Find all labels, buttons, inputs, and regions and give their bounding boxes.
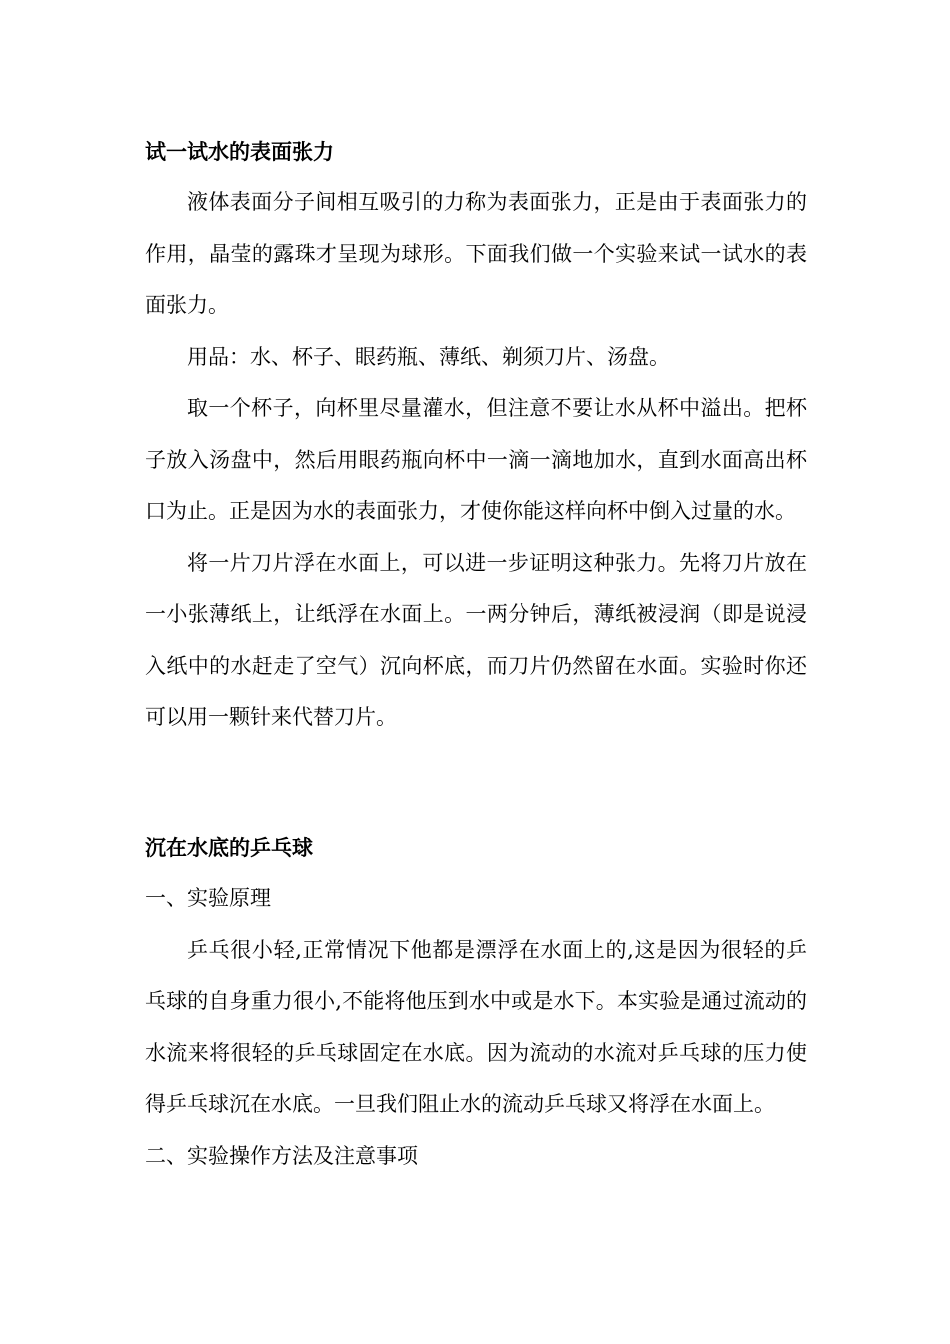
paragraph-procedure: 取一个杯子，向杯里尽量灌水，但注意不要让水从杯中溢出。把杯子放入汤盘中，然后用眼药瓶向杯中一滴一滴地加水，直到水面高出杯口为止。正是因为水的表面张力，才使你能这样向杯中倒入过量的水。 (145, 396, 807, 523)
subheading-principle: 一、实验原理 (145, 886, 271, 910)
section-surface-tension (145, 127, 807, 744)
section-title: 试一试水的表面张力 (145, 139, 334, 164)
paragraph-intro: 液体表面分子间相互吸引的力称为表面张力，正是由于表面张力的作用，晶莹的露珠才呈现为球形。下面我们做一个实验来试一试水的表面张力。 (145, 190, 807, 317)
section-title: 沉在水底的乒乓球 (145, 835, 313, 860)
paragraph-materials: 用品：水、杯子、眼药瓶、薄纸、剃须刀片、汤盘。 (187, 344, 670, 369)
subheading-method: 二、实验操作方法及注意事项 (145, 1143, 418, 1168)
section-ping-pong (145, 823, 807, 1182)
paragraph-principle: 乒乓很小轻,正常情况下他都是漂浮在水面上的,这是因为很轻的乒乓球的自身重力很小,不能将他压到水中或是水下。本实验是通过流动的水流来将很轻的乒乓球固定在水底。因为流动的水流对乒乓球的压力使得乒乓球沉在水底。一旦我们阻止水的流动乒乓球又将浮在水面上。 (145, 937, 807, 1116)
paragraph-blade: 将一片刀片浮在水面上，可以进一步证明这种张力。先将刀片放在一小张薄纸上，让纸浮在水面上。一两分钟后，薄纸被浸润（即是说浸入纸中的水赶走了空气）沉向杯底，而刀片仍然留在水面。实验时你还可以用一颗针来代替刀片。 (145, 550, 807, 729)
